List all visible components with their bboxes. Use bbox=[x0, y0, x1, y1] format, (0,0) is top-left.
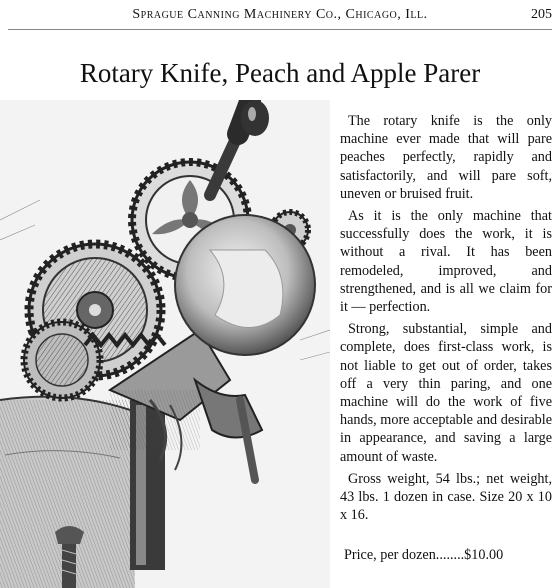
description bbox=[340, 112, 552, 528]
paragraph-features: Strong, substantial, simple and complete, does first-class work, is not liable to get out of order, takes off a very thin paring, and one machine will do the work of five hands, more acceptable and desirable in appearance, and saving a large amount of waste. bbox=[340, 321, 552, 465]
price-line bbox=[344, 547, 554, 564]
page-title: Rotary Knife, Peach and Apple Parer bbox=[79, 58, 481, 88]
price-label: Price, per dozen bbox=[344, 547, 436, 563]
price-leader: ........ bbox=[435, 547, 465, 563]
running-head bbox=[0, 4, 560, 26]
rotary-knife-parer-engraving-icon bbox=[0, 100, 330, 588]
publisher-header: Sprague Canning Machinery Co., Chicago, Ill. bbox=[132, 7, 428, 22]
paragraph-intro: The rotary knife is the only machine ever made that will pare peaches perfectly, rapidly and satisfactorily, and will pare soft, uneven or bruised fruit. bbox=[340, 113, 552, 202]
paragraph-rival: As it is the only machine that successfully does the work, it is without a rival. It has been remodeled, improved, and strengthened, and is all we claim for it — perfection. bbox=[340, 208, 552, 316]
price-value: $10.00 bbox=[464, 547, 504, 563]
page-number: 205 bbox=[531, 7, 552, 22]
paragraph-weight: Gross weight, 54 lbs.; net weight, 43 lbs. 1 dozen in case. Size 20 x 10 x 16. bbox=[340, 470, 552, 524]
header-rule bbox=[8, 29, 552, 30]
